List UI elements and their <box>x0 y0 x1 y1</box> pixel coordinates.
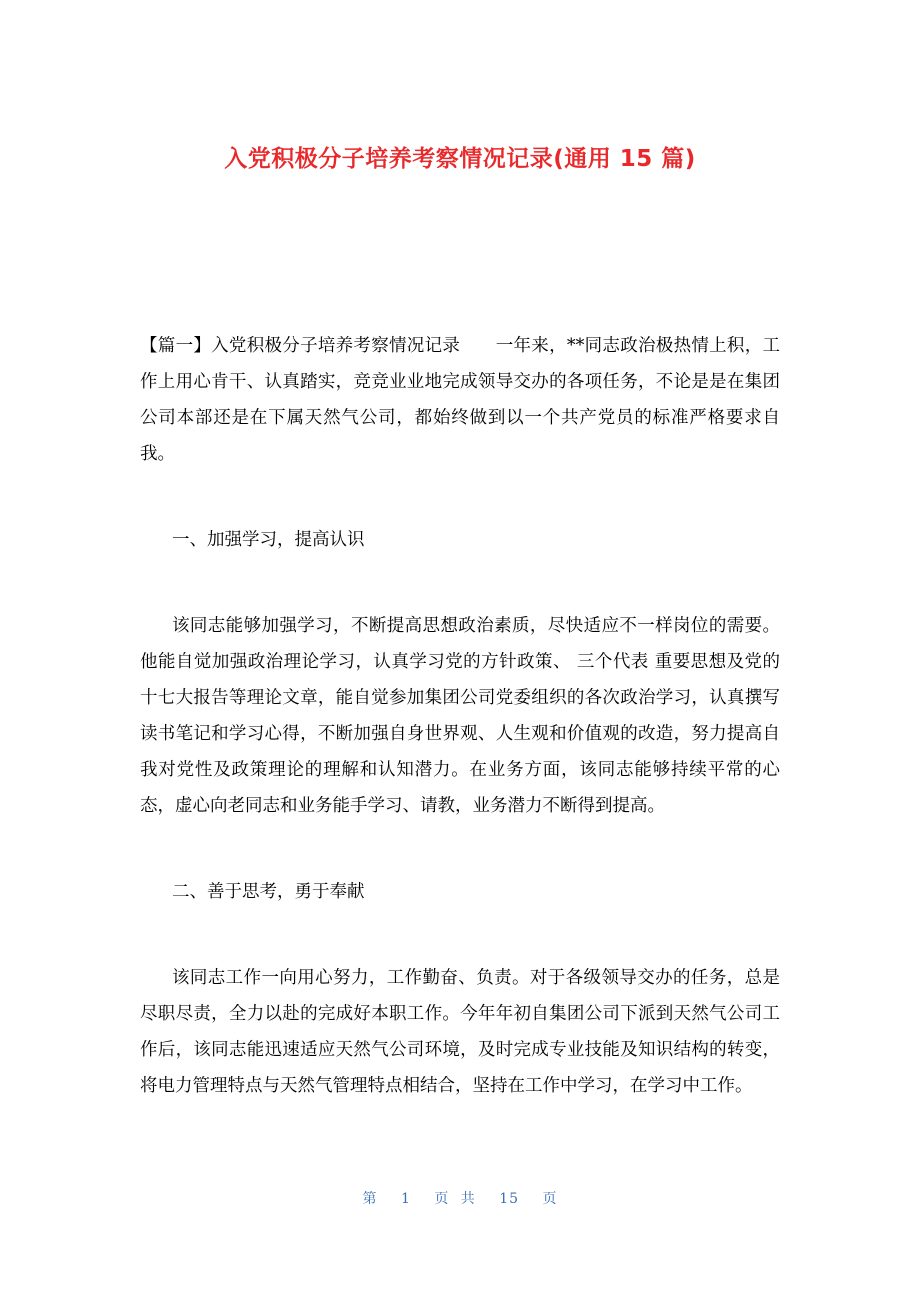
intro-paragraph: 【篇一】入党积极分子培养考察情况记录 一年来，**同志政治极热情上积，工作上用心肯干、认真踏实，竞竞业业地完成领导交办的各项任务，不论是是在集团公司本部还是在下属天然气公司，都始终做到以一个共产党员的标准严格要求自我。 <box>140 336 780 464</box>
section-body-2: 该同志工作一向用心努力，工作勤奋、负责。对于各级领导交办的任务，总是尽职尽责，全力以赴的完成好本职工作。今年年初自集团公司下派到天然气公司工作后，该同志能迅速适应天然气公司环境，及时完成专业技能及知识结构的转变，将电力管理特点与天然气管理特点相结合，坚持在工作中学习，在学习中工作。 <box>140 968 780 1096</box>
footer-total-pages: 15 <box>499 1191 520 1207</box>
page-number-footer <box>0 1188 920 1208</box>
section-body-1: 该同志能够加强学习，不断提高思想政治素质，尽快适应不一样岗位的需要。他能自觉加强政治理论学习，认真学习党的方针政策、 三个代表 重要思想及党的十七大报告等理论文章，能自觉参加集团公司党委组织的各次政治学习，认真撰写读书笔记和学习心得，不断加强自身世界观、人生观和价值观的改造，努力提高自我对党性及政策理论的理解和认知潜力。在业务方面，该同志能够持续平常的心态，虚心向老同志和业务能手学习、请教，业务潜力不断得到提高。 <box>140 616 780 816</box>
footer-label-end: 页 <box>542 1191 558 1207</box>
section-heading-2: 二、善于思考，勇于奉献 <box>172 882 365 902</box>
section-heading-1: 一、加强学习，提高认识 <box>172 530 365 550</box>
document-title: 入党积极分子培养考察情况记录(通用 15 篇) <box>224 146 696 172</box>
document-body <box>140 328 780 1104</box>
footer-label-page: 第 <box>362 1191 378 1207</box>
footer-current-page: 1 <box>400 1191 411 1207</box>
footer-label-of: 页 共 <box>434 1191 476 1207</box>
